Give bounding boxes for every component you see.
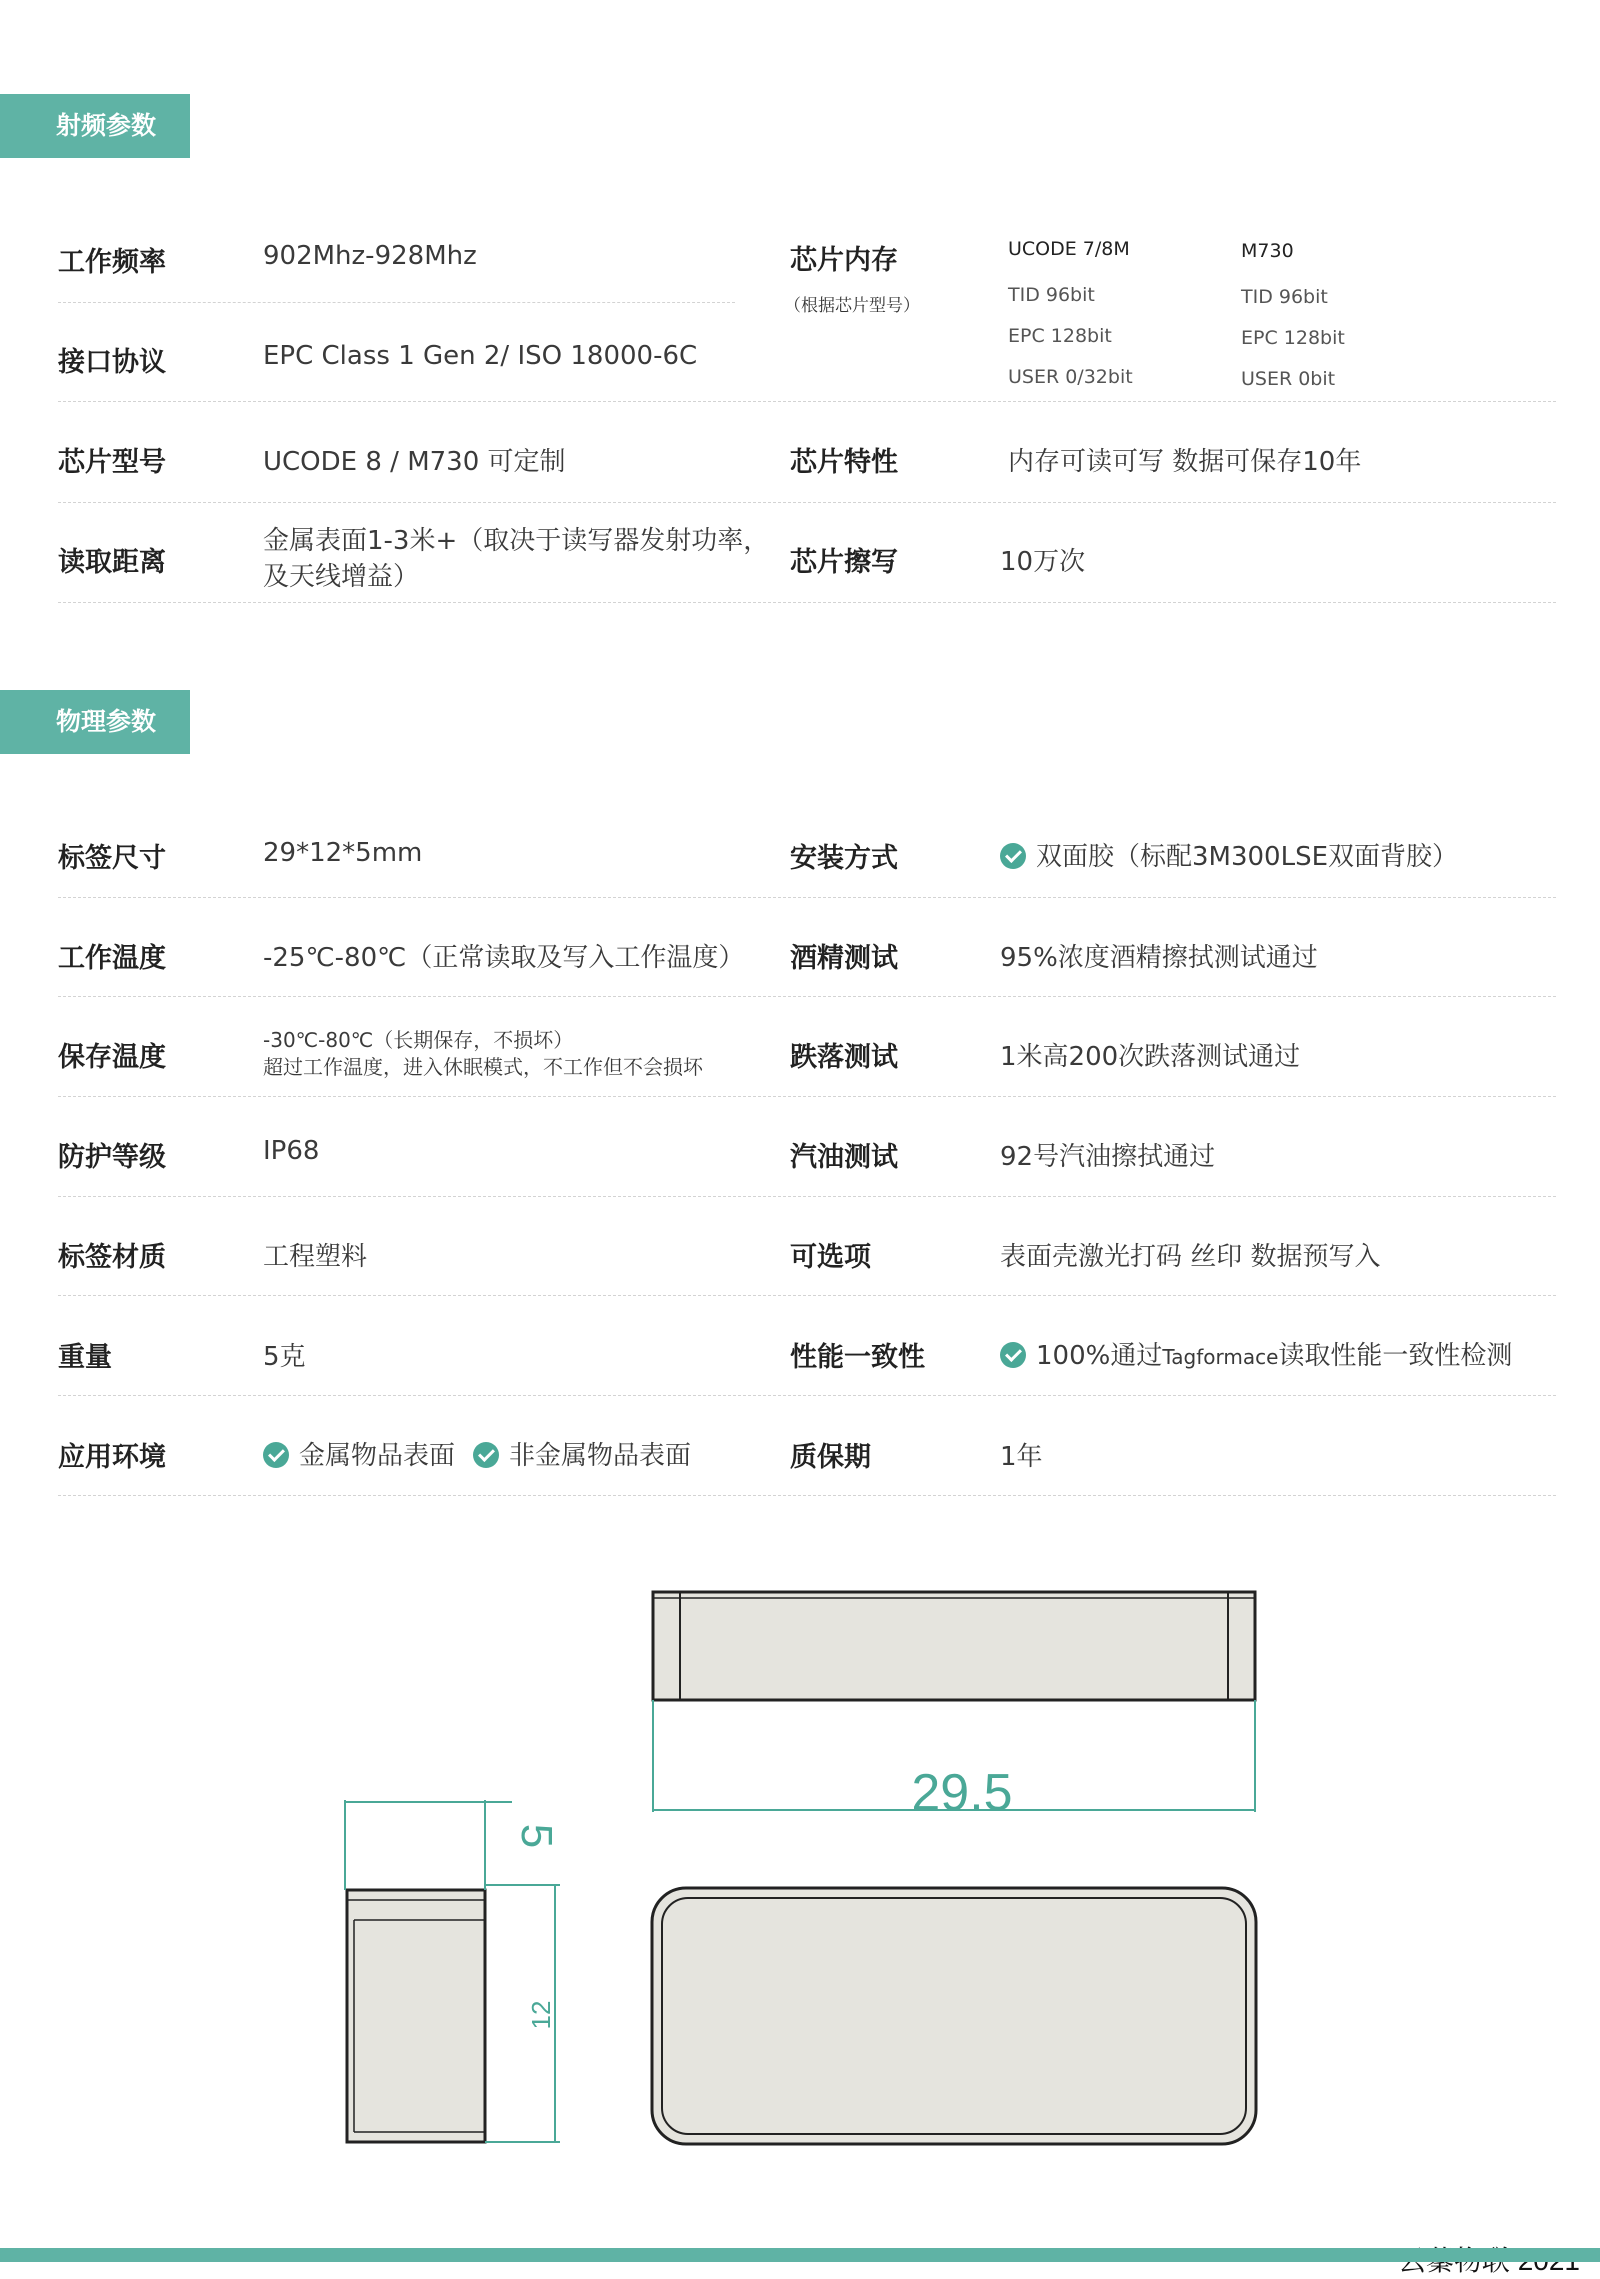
label-size: 标签尺寸 — [58, 843, 166, 874]
value-read-range-line1: 金属表面1-3米+（取决于读写器发射功率， — [263, 526, 770, 556]
section-tab-rf: 射频参数 — [0, 94, 190, 158]
memory-col1-title: UCODE 7/8M — [1008, 238, 1130, 260]
check-icon — [263, 1442, 289, 1468]
footer-bar — [0, 2248, 1600, 2262]
row-divider — [58, 1495, 1556, 1496]
value-store-temp-line2: 超过工作温度，进入休眠模式，不工作但不会损坏 — [263, 1055, 703, 1079]
value-install: 双面胶（标配3M300LSE双面背胶） — [1000, 836, 1458, 873]
value-chip-feature: 内存可读可写 数据可保存10年 — [1008, 447, 1362, 477]
label-drop: 跌落测试 — [790, 1042, 898, 1073]
memory-col1-user: USER 0/32bit — [1008, 366, 1133, 388]
value-material: 工程塑料 — [263, 1242, 368, 1272]
dimension-length-label: 29.5 — [911, 1764, 1013, 1822]
value-warranty: 1年 — [1000, 1442, 1043, 1472]
row-divider — [58, 1096, 1556, 1097]
row-divider — [58, 401, 1556, 402]
tag-front-view — [653, 1592, 1255, 1700]
check-icon — [1000, 1342, 1026, 1368]
label-install: 安装方式 — [790, 843, 898, 874]
label-application: 应用环境 — [58, 1442, 166, 1473]
row-divider — [58, 996, 1556, 997]
value-protocol: EPC Class 1 Gen 2/ ISO 18000-6C — [263, 341, 698, 371]
value-gasoline: 92号汽油擦拭通过 — [1000, 1142, 1216, 1172]
label-work-freq: 工作频率 — [58, 247, 166, 278]
label-chip-feature: 芯片特性 — [790, 447, 898, 478]
tag-side-view — [347, 1890, 485, 2142]
check-icon — [1000, 843, 1026, 869]
label-consistency: 性能一致性 — [790, 1342, 925, 1373]
row-divider — [58, 1295, 1556, 1296]
memory-col2-user: USER 0bit — [1241, 368, 1336, 390]
label-chip-model: 芯片型号 — [58, 447, 166, 478]
label-warranty: 质保期 — [790, 1442, 871, 1473]
row-divider — [58, 602, 1556, 603]
value-application: 金属物品表面 非金属物品表面 — [263, 1435, 691, 1472]
value-read-range-line2: 及天线增益） — [263, 562, 420, 592]
label-gasoline: 汽油测试 — [790, 1142, 898, 1173]
memory-col1-tid: TID 96bit — [1008, 284, 1095, 306]
tag-dimension-drawing — [0, 1560, 1600, 2160]
memory-col1-epc: EPC 128bit — [1008, 325, 1112, 347]
value-options: 表面壳激光打码 丝印 数据预写入 — [1000, 1242, 1381, 1272]
row-divider — [58, 897, 1556, 898]
memory-col2-epc: EPC 128bit — [1241, 327, 1345, 349]
label-read-range: 读取距离 — [58, 547, 166, 578]
section-tab-physical: 物理参数 — [0, 690, 190, 754]
value-consistency: 100%通过Tagformace读取性能一致性检测 — [1000, 1335, 1512, 1372]
value-ip: IP68 — [263, 1136, 320, 1166]
label-chip-write: 芯片擦写 — [790, 547, 898, 578]
label-chip-memory: 芯片内存 — [790, 245, 898, 276]
label-work-temp: 工作温度 — [58, 943, 166, 974]
value-chip-model: UCODE 8 / M730 可定制 — [263, 447, 566, 477]
row-divider — [58, 502, 1556, 503]
label-options: 可选项 — [790, 1242, 871, 1273]
label-alcohol: 酒精测试 — [790, 943, 898, 974]
note-chip-memory: （根据芯片型号） — [784, 296, 920, 316]
label-material: 标签材质 — [58, 1242, 166, 1273]
tag-top-view — [652, 1888, 1256, 2144]
value-weight: 5克 — [263, 1342, 306, 1372]
value-alcohol: 95%浓度酒精擦拭测试通过 — [1000, 943, 1318, 973]
label-store-temp: 保存温度 — [58, 1042, 166, 1073]
value-work-freq: 902Mhz-928Mhz — [263, 241, 477, 271]
value-store-temp-line1: -30℃-80℃（长期保存，不损坏） — [263, 1028, 574, 1052]
check-icon — [473, 1442, 499, 1468]
row-divider — [58, 1196, 1556, 1197]
label-ip: 防护等级 — [58, 1142, 166, 1173]
dimension-width-label: 12 — [526, 2000, 556, 2030]
row-divider — [58, 1395, 1556, 1396]
value-work-temp: -25℃-80℃（正常读取及写入工作温度） — [263, 943, 745, 973]
memory-col2-tid: TID 96bit — [1241, 286, 1328, 308]
row-divider — [58, 302, 735, 303]
label-weight: 重量 — [58, 1342, 112, 1373]
value-chip-write: 10万次 — [1000, 547, 1086, 577]
value-size: 29*12*5mm — [263, 838, 423, 868]
value-drop: 1米高200次跌落测试通过 — [1000, 1042, 1301, 1072]
memory-col2-title: M730 — [1241, 240, 1294, 262]
dimension-height-label: 5 — [512, 1823, 561, 1849]
label-protocol: 接口协议 — [58, 347, 166, 378]
